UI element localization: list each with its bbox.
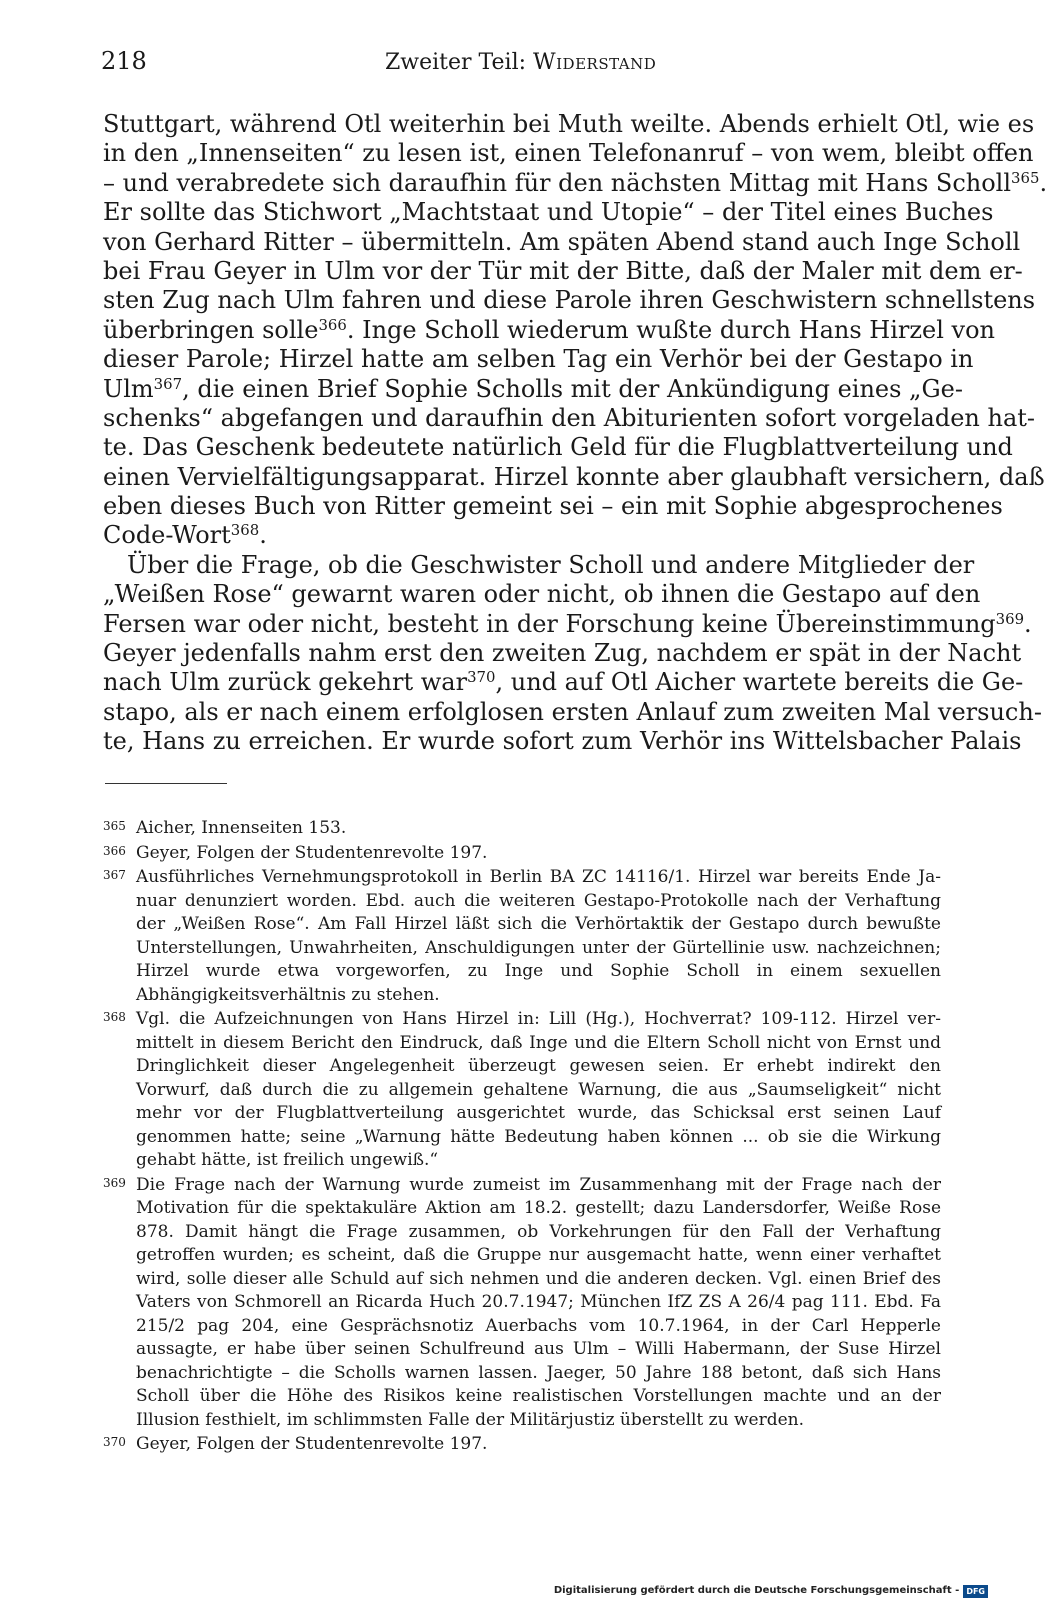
text-line: schenks“ abgefangen und daraufhin den Abiturienten sofort vorgeladen hat- (103, 403, 1036, 432)
footnote-text: Die Frage nach der Warnung wurde zumeist im Zusammenhang mit der Frage nach der Motivation für die spektakuläre Aktion am 18.2. gestellt; dazu Landersdorfer, Weiße Rose 878. Damit hängt die Frage zusammen, ob Vorkehrungen für den Fall der Verhaftung getroffen wurden; es scheint, daß die Gruppe nur ausgemacht hatte, wenn einer verhaftet wird, solle dieser alle Schuld auf sich nehmen und die anderen decken. Vgl. einen Brief des Vaters von Schmorell an Ricarda Huch 20.7.1947; München IfZ ZS A 26/4 pag 111. Ebd. Fa 215/2 pag 204, eine Gesprächsnotiz Auerbachs vom 10.7.1964, in der Carl Hepperle aussagte, er habe über seinen Schulfreund aus Ulm – Willi Habermann, der Suse Hirzel benachrichtigte – die Scholls warnen lassen. Jaeger, 50 Jahre 188 betont, daß sich Hans Scholl über die Höhe des Risikos keine realistischen Vorstellungen machte und an der Illusion festhielt, im schlimmsten Falle der Militärjustiz überstellt zu werden. (136, 1174, 941, 1430)
text-line: Stuttgart, während Otl weiterhin bei Muth weilte. Abends erhielt Otl, wie es (103, 110, 1035, 138)
footnote-reference[interactable]: 365 (1011, 168, 1040, 187)
footnote-text: Geyer, Folgen der Studentenrevolte 197. (136, 842, 488, 863)
text-line: überbringen solle$^{366}$. Inge Scholl wiederum wußte durch Hans Hirzel von (103, 315, 995, 344)
footnote-369 (103, 1174, 941, 1433)
dfg-logo-icon: DFG (963, 1585, 988, 1598)
footnote-reference[interactable]: 370 (467, 668, 496, 687)
footnote-divider (105, 783, 227, 784)
footnote-reference[interactable]: 367 (153, 374, 183, 393)
text-line: Geyer jedenfalls nahm erst den zweiten Zug, nachdem er spät in der Nacht (103, 639, 1022, 668)
text-line: „Weißen Rose“ gewarnt waren oder nicht, ob ihnen die Gestapo auf den (103, 580, 981, 609)
text-line: stapo, als er nach einem erfolglosen ersten Anlauf zum zweiten Mal versuch- (103, 697, 1042, 726)
text-line: einen Vervielfältigungsapparat. Hirzel konnte aber glaubhaft versichern, daß (103, 462, 1045, 491)
credit-text: Digitalisierung gefördert durch die Deutsche Forschungsgemeinschaft - (553, 1585, 960, 1596)
text-line: Er sollte das Stichwort „Machtstaat und Utopie“ – der Titel eines Buches (103, 198, 994, 227)
footnote-365 (103, 817, 941, 841)
text-line: bei Frau Geyer in Ulm vor der Tür mit der Bitte, daß der Maler mit dem er- (103, 256, 1023, 285)
text-line: Code-Wort$^{368}$. (103, 521, 267, 550)
footnote-number: 365 (103, 819, 126, 833)
text-line: in den „Innenseiten“ zu lesen ist, einen Telefonanruf – von wem, bleibt offen (103, 139, 1034, 168)
footnote-368 (103, 1008, 941, 1173)
footnote-text: Ausführliches Vernehmungsprotokoll in Berlin BA ZC 14116/1. Hirzel war bereits Ende Januar denunziert worden. Ebd. auch die weiteren Gestapo-Protokolle nach der Verhaftung der „Weißen Rose“. Am Fall Hirzel läßt sich die Verhörtaktik der Gestapo durch bewußte Unterstellungen, Unwahrheiten, Anschuldigungen unter der Gürtellinie usw. nachzeichnen; Hirzel wurde etwa vorgeworfen, zu Inge und Sophie Scholl in einem sexuellen Abhängigkeitsverhältnis zu stehen. (136, 867, 941, 1005)
footnote-text: Aicher, Innenseiten 153. (136, 818, 347, 838)
page-number: 218 (101, 47, 147, 75)
text-line: nach Ulm zurück gekehrt war$^{370}$, und auf Otl Aicher wartete bereits die Ge- (103, 668, 1024, 697)
text-line: Über die Frage, ob die Geschwister Scholl und andere Mitglieder der (127, 550, 975, 579)
footnote-367 (103, 866, 941, 1007)
running-head-section: Widerstand (533, 50, 657, 75)
text-line: eben dieses Buch von Ritter gemeint sei – ein mit Sophie abgesprochenes (103, 492, 1003, 521)
footnote-number: 366 (103, 843, 126, 858)
footnote-number: 370 (103, 1435, 126, 1449)
footnotes (103, 817, 941, 1458)
text-line: Fersen war oder nicht, besteht in der Forschung keine Übereinstimmung$^{369}$. (103, 609, 1032, 638)
footnote-text: Vgl. die Aufzeichnungen von Hans Hirzel in: Lill (Hg.), Hochverrat? 109-112. Hirzel vermittelt in diesem Bericht den Eindruck, daß Inge und die Eltern Scholl nicht von Ernst und Dringlichkeit dieser Angelegenheit überzeugt gewesen seien. Er erhebt indirekt den Vorwurf, daß durch die zu allgemein gehaltene Warnung, die aus „Saumseligkeit“ nicht mehr vor der Flugblattverteilung ausgerichtet wurde, das Schicksal erst seinen Lauf genommen hatte; seine „Warnung hätte Bedeutung haben können ... ob sie die Wirkung gehabt hätte, ist freilich ungewiß.“ (136, 1009, 941, 1170)
running-head (385, 48, 656, 78)
running-head-prefix: Zweiter Teil: (385, 50, 534, 75)
text-line: sten Zug nach Ulm fahren und diese Parole ihren Geschwistern schnellstens (103, 286, 1036, 315)
main-text (103, 110, 1047, 757)
text-line: von Gerhard Ritter – übermitteln. Am späten Abend stand auch Inge Scholl (103, 227, 1021, 256)
digitization-credit (554, 1584, 988, 1598)
footnote-number: 369 (103, 1175, 126, 1190)
footnote-reference[interactable]: 368 (230, 521, 260, 540)
text-line: – und verabredete sich daraufhin für den nächsten Mittag mit Hans Scholl$^{365}$. (103, 168, 1047, 197)
footnote-366 (103, 842, 941, 866)
text-line: Ulm$^{367}$, die einen Brief Sophie Scholls mit der Ankündigung eines „Ge- (103, 374, 963, 403)
footnote-number: 367 (103, 868, 126, 882)
text-line: te, Hans zu erreichen. Er wurde sofort zum Verhör ins Wittelsbacher Palais (103, 727, 1022, 756)
text-line: te. Das Geschenk bedeutete natürlich Geld für die Flugblattverteilung und (103, 433, 1013, 462)
footnote-reference[interactable]: 369 (995, 609, 1025, 628)
footnote-text: Geyer, Folgen der Studentenrevolte 197. (136, 1434, 488, 1454)
text-line: dieser Parole; Hirzel hatte am selben Tag ein Verhör bei der Gestapo in (103, 345, 974, 374)
footnote-reference[interactable]: 366 (318, 315, 347, 334)
footnote-370 (103, 1433, 941, 1457)
footnote-number: 368 (103, 1010, 126, 1024)
